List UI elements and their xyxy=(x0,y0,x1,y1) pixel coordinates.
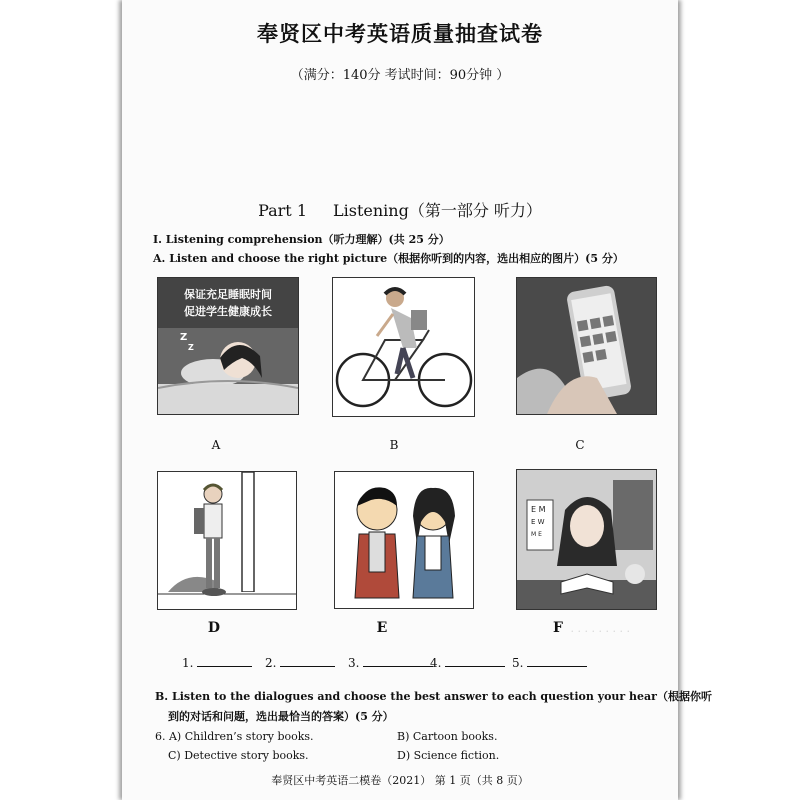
picture-f xyxy=(516,469,657,610)
picture-d-letter: D xyxy=(207,620,221,636)
bleed-through-text: . . . . . . . . . xyxy=(570,622,630,635)
picture-d xyxy=(157,471,297,610)
student-waiting-illustration xyxy=(158,472,296,609)
blank-3-label: 3. xyxy=(348,656,360,670)
exam-title: 奉贤区中考英语质量抽查试卷 xyxy=(257,21,543,46)
q6-option-c: C) Detective story books. xyxy=(168,749,309,762)
picture-e-letter: E xyxy=(376,620,388,636)
picture-a xyxy=(157,277,299,415)
girl-reading-illustration xyxy=(517,470,656,609)
q6-option-d: D) Science fiction. xyxy=(397,749,500,762)
phone-in-hand-photo xyxy=(517,278,656,414)
answer-blank-5[interactable] xyxy=(512,656,587,670)
svg-text:Z: Z xyxy=(180,332,188,343)
q6-option-b: B) Cartoon books. xyxy=(397,730,498,743)
blank-2-label: 2. xyxy=(265,656,277,670)
sleeping-girl-illustration xyxy=(158,278,298,414)
part-heading xyxy=(0,198,800,221)
section-heading: I. Listening comprehension（听力理解）(共 25 分） xyxy=(153,233,450,246)
poster-line-2: 促进学生健康成长 xyxy=(184,305,272,318)
blank-5-label: 5. xyxy=(512,656,524,670)
picture-b-letter: B xyxy=(389,438,399,452)
picture-c-letter: C xyxy=(575,438,585,452)
svg-text:M E: M E xyxy=(531,531,542,538)
part-b-instruction-line-2: 到的对话和问题，选出最恰当的答案）(5 分） xyxy=(168,710,394,723)
exam-subtitle: （满分：140分 考试时间：90分钟 ） xyxy=(290,68,510,83)
picture-b xyxy=(332,277,475,417)
part-b-instruction-line-1: B. Listen to the dialogues and choose the best answer to each question your hear（根据你听 xyxy=(155,690,712,703)
part-name: Listening（第一部分 听力） xyxy=(333,201,542,220)
svg-text:Z: Z xyxy=(188,343,194,352)
picture-f-letter: F xyxy=(553,620,563,636)
part-label: Part 1 xyxy=(258,201,307,220)
blank-4-label: 4. xyxy=(430,656,442,670)
answer-blank-2[interactable] xyxy=(265,656,335,670)
two-kids-talking-illustration xyxy=(335,472,473,608)
picture-c xyxy=(516,277,657,415)
svg-text:E M: E M xyxy=(531,505,546,514)
q6-option-a: 6. A) Children’s story books. xyxy=(155,730,314,743)
blank-1-label: 1. xyxy=(182,656,194,670)
page-footer: 奉贤区中考英语二模卷（2021） 第 1 页（共 8 页） xyxy=(271,774,529,787)
answer-blank-4[interactable] xyxy=(430,656,505,670)
poster-line-1: 保证充足睡眠时间 xyxy=(184,288,272,301)
part-a-instruction: A. Listen and choose the right picture（根据你听到的内容，选出相应的图片）(5 分） xyxy=(153,252,624,265)
answer-blank-1[interactable] xyxy=(182,656,252,670)
cyclist-illustration xyxy=(333,278,474,416)
svg-text:E W: E W xyxy=(531,518,545,526)
picture-e xyxy=(334,471,474,609)
answer-blank-3[interactable] xyxy=(348,656,433,670)
picture-a-letter: A xyxy=(211,438,221,452)
